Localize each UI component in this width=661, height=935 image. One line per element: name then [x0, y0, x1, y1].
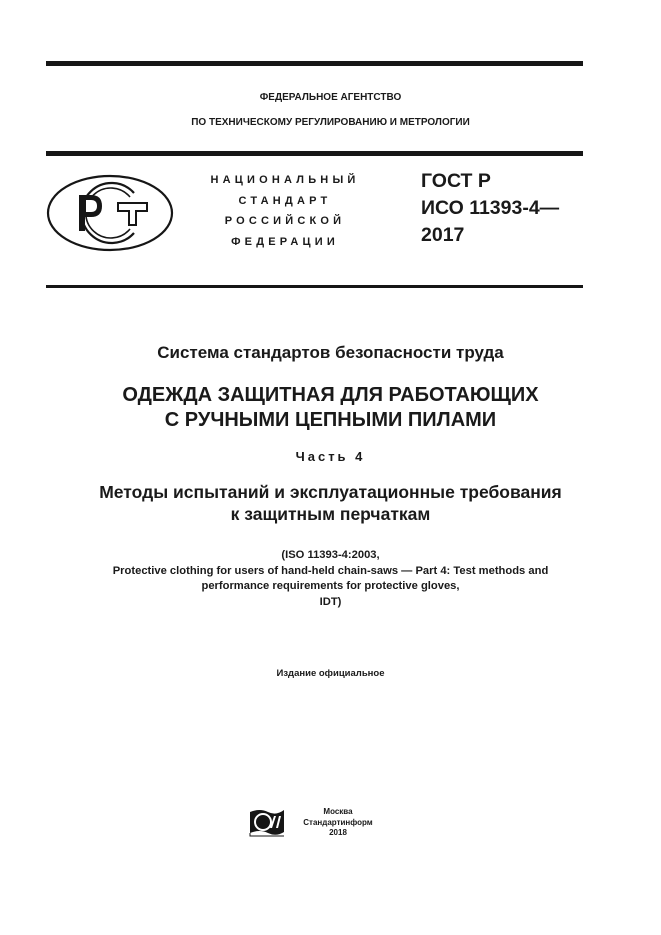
standard-designation — [421, 168, 559, 249]
edition-label: Издание официальное — [276, 668, 385, 679]
iso-line-1: (ISO 11393-4:2003, — [281, 549, 380, 561]
publisher-name: Стандартинформ — [303, 817, 373, 827]
iso-line-3: performance requirements for protective gloves, — [201, 580, 460, 592]
agency-name-line1: ФЕДЕРАЛЬНОЕ АГЕНТСТВО — [259, 92, 402, 103]
iso-reference — [0, 548, 661, 610]
title-line-2: С РУЧНЫМИ ЦЕПНЫМИ ПИЛАМИ — [164, 409, 497, 431]
iso-line-2: Protective clothing for users of hand-held chain-saws — Part 4: Test methods and — [112, 564, 549, 577]
publisher-info — [298, 807, 378, 839]
part-number: Часть 4 — [295, 449, 366, 464]
title-line-1: ОДЕЖДА ЗАЩИТНАЯ ДЛЯ РАБОТАЮЩИХ — [122, 384, 539, 406]
publisher-city: Москва — [323, 807, 353, 816]
national-line-4: ФЕДЕРАЦИИ — [231, 235, 339, 248]
designation-line-3: 2017 — [421, 224, 465, 246]
national-standard-label — [180, 170, 390, 252]
series-title: Система стандартов безопасности труда — [157, 343, 504, 362]
national-line-3: РОССИЙСКОЙ — [224, 215, 346, 227]
document-title — [0, 383, 661, 433]
designation-line-2: ИСО 11393-4— — [421, 197, 560, 219]
subtitle-line-1: Методы испытаний и эксплуатационные требования — [99, 482, 562, 502]
standartinform-logo-icon — [248, 806, 286, 838]
agency-name-line2: ПО ТЕХНИЧЕСКОМУ РЕГУЛИРОВАНИЮ И МЕТРОЛОГИИ — [191, 117, 470, 128]
national-line-2: СТАНДАРТ — [238, 194, 332, 207]
top-rule — [46, 61, 583, 66]
national-line-1: НАЦИОНАЛЬНЫЙ — [210, 174, 360, 186]
designation-line-1: ГОСТ Р — [421, 170, 491, 192]
document-subtitle — [0, 481, 661, 525]
iso-line-4: IDT) — [319, 595, 342, 608]
subtitle-line-2: к защитным перчаткам — [230, 504, 431, 524]
header-bottom-rule — [46, 151, 583, 156]
gost-logo-icon — [46, 173, 174, 253]
publication-year: 2018 — [329, 828, 347, 837]
standard-block-rule — [46, 285, 583, 288]
